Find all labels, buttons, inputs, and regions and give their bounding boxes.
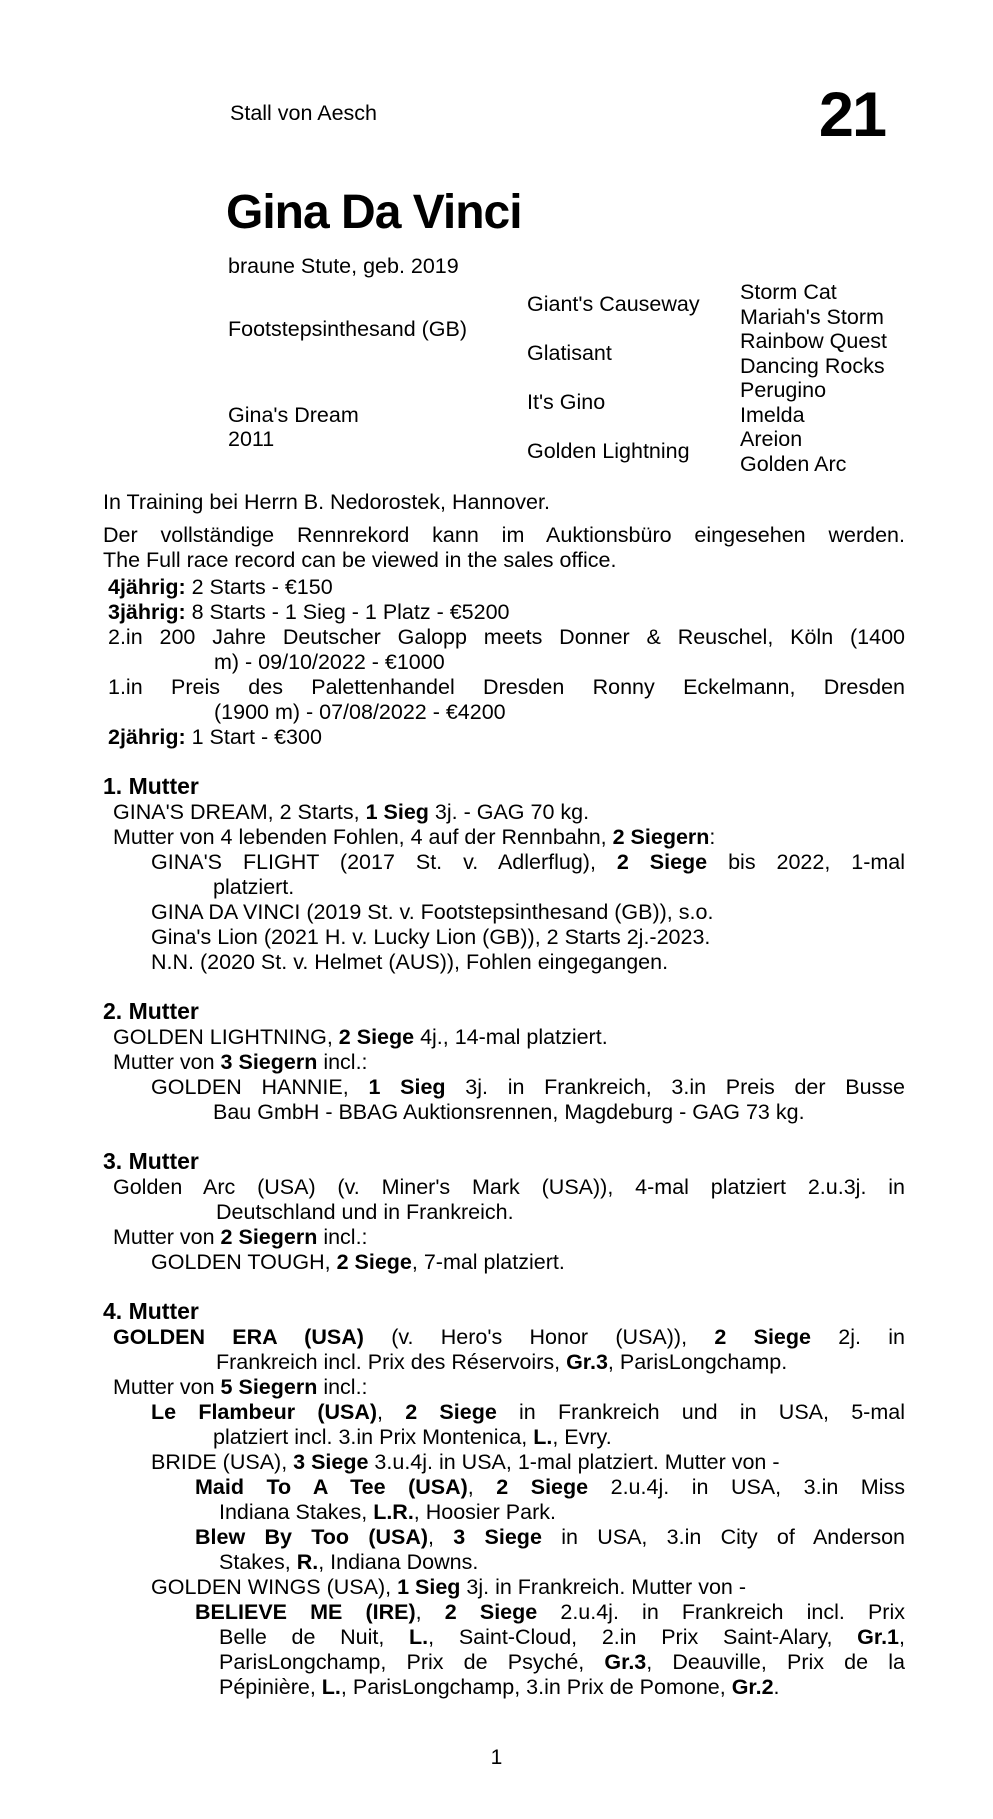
text-run: GOLDEN TOUGH,	[151, 1250, 337, 1274]
text-run: :	[709, 825, 716, 849]
bold-text-run: 2 Siegern	[612, 825, 710, 849]
text-run: Der vollständige Rennrekord kann im Auktionsbüro eingesehen werden.	[103, 523, 905, 547]
text-line	[103, 523, 905, 548]
pedigree-dam-name: Gina's Dream	[228, 402, 359, 427]
bold-text-run: 2 Siege	[714, 1325, 811, 1349]
text-run: Frankreich incl. Prix des Réservoirs,	[216, 1350, 567, 1374]
training-note: In Training bei Herrn B. Nedorostek, Hannover.	[103, 490, 550, 514]
pedigree-table	[228, 280, 887, 476]
text-run: 3j. in Frankreich. Mutter von -	[460, 1575, 746, 1599]
text-line	[103, 800, 905, 825]
race-record	[103, 575, 905, 750]
text-line	[103, 850, 905, 875]
bold-text-run: 2 Siegern	[220, 1225, 318, 1249]
bold-text-run: Maid To A Tee (USA)	[195, 1475, 468, 1499]
text-run: , Evry.	[552, 1425, 612, 1449]
section-lines	[103, 1325, 905, 1700]
text-run: Pépinière,	[219, 1675, 322, 1699]
text-line	[103, 1050, 905, 1075]
pedigree-grandparent	[527, 378, 740, 427]
text-run: incl.:	[317, 1050, 368, 1074]
bold-text-run: L.	[409, 1625, 429, 1649]
text-run: 2.u.4j. in Frankreich incl. Prix	[537, 1600, 905, 1624]
page-number: 1	[490, 1746, 503, 1769]
text-run: , 7-mal platziert.	[411, 1250, 565, 1274]
text-run: Golden Arc (USA) (v. Miner's Mark (USA)), 4-mal platziert 2.u.3j. in	[113, 1175, 905, 1199]
text-run: GINA'S DREAM, 2 Starts,	[113, 800, 366, 824]
section-heading: 1. Mutter	[103, 773, 199, 799]
pedigree-sire-name: Footstepsinthesand (GB)	[228, 316, 468, 341]
text-run: ,	[899, 1625, 905, 1649]
text-line	[103, 1225, 905, 1250]
text-run: bis 2022, 1-mal	[707, 850, 906, 874]
bold-text-run: 4jährig:	[108, 575, 186, 599]
pedigree-grandparent	[527, 280, 740, 329]
text-line	[103, 1500, 905, 1525]
text-run: Gina's Lion (2021 H. v. Lucky Lion (GB)), 2 Starts 2j.-2023.	[151, 925, 711, 949]
text-run: ParisLongchamp, Prix de Psyché,	[219, 1650, 605, 1674]
pedigree-grandparent-name: Glatisant	[527, 341, 612, 365]
text-run: GINA DA VINCI (2019 St. v. Footstepsinthesand (GB)), s.o.	[151, 900, 714, 924]
text-line	[103, 1525, 905, 1550]
consignor-name: Stall von Aesch	[230, 101, 378, 125]
text-run: Belle de Nuit,	[219, 1625, 410, 1649]
text-line	[103, 1625, 905, 1650]
section-lines	[103, 1025, 905, 1125]
text-run: Deutschland und in Frankreich.	[216, 1200, 514, 1224]
text-line	[103, 1175, 905, 1200]
text-line	[103, 950, 905, 975]
horse-description: braune Stute, geb. 2019	[228, 254, 459, 278]
pedigree-great-grandparent: Imelda	[740, 402, 805, 427]
text-line	[103, 1025, 905, 1050]
text-run: 2 Starts - €150	[185, 575, 333, 599]
text-run: .	[773, 1675, 780, 1699]
text-run: Stakes,	[219, 1550, 297, 1574]
bold-text-run: 2 Siege	[496, 1475, 589, 1499]
pedigree-great-grandparent: Dancing Rocks	[740, 353, 885, 378]
text-run: GOLDEN LIGHTNING,	[113, 1025, 339, 1049]
bold-text-run: 2 Siege	[336, 1250, 412, 1274]
record-availability-note	[103, 523, 905, 573]
text-run: Mutter von	[113, 1050, 221, 1074]
text-line	[103, 1600, 905, 1625]
text-run: The Full race record can be viewed in the sales office.	[103, 548, 617, 572]
bold-text-run: 2jährig:	[108, 725, 186, 749]
text-line	[103, 825, 905, 850]
text-run: incl.:	[317, 1225, 368, 1249]
text-run: 2.u.4j. in USA, 3.in Miss	[588, 1475, 905, 1499]
pedigree-great-grandparent: Areion	[740, 427, 803, 451]
section-heading: 4. Mutter	[103, 1298, 199, 1324]
text-line	[103, 1475, 905, 1500]
catalog-lot-number: 21	[818, 80, 885, 150]
text-run: , Saint-Cloud, 2.in Prix Saint-Alary,	[428, 1625, 858, 1649]
text-line	[103, 1350, 905, 1375]
text-run: , Hoosier Park.	[413, 1500, 556, 1524]
bold-text-run: 1 Sieg	[365, 800, 429, 824]
text-run: in Frankreich und in USA, 5-mal	[496, 1400, 905, 1424]
text-line	[103, 548, 905, 573]
horse-name-title: Gina Da Vinci	[226, 186, 522, 239]
bold-text-run: L.	[321, 1675, 341, 1699]
pedigree-sire	[228, 280, 527, 378]
text-run: GINA'S FLIGHT (2017 St. v. Adlerflug),	[151, 850, 617, 874]
text-line	[103, 1375, 905, 1400]
bold-text-run: R.	[296, 1550, 319, 1574]
text-run: (v. Hero's Honor (USA)),	[363, 1325, 715, 1349]
bold-text-run: 3 Siege	[453, 1525, 542, 1549]
bold-text-run: 3jährig:	[108, 600, 186, 624]
text-run: 3.u.4j. in USA, 1-mal platziert. Mutter von -	[368, 1450, 780, 1474]
pedigree-grandparent-name: It's Gino	[527, 390, 606, 414]
text-run: m) - 09/10/2022 - €1000	[214, 650, 445, 674]
bold-text-run: 1 Sieg	[397, 1575, 461, 1599]
text-line	[103, 700, 905, 725]
pedigree-great-grandparent: Mariah's Storm	[740, 304, 884, 329]
text-run: , ParisLongchamp, 3.in Prix de Pomone,	[340, 1675, 732, 1699]
bold-text-run: 3 Siege	[293, 1450, 369, 1474]
pedigree-grandparent	[527, 427, 740, 476]
bold-text-run: 2 Siege	[616, 850, 708, 874]
text-run: platziert.	[213, 875, 295, 899]
text-run: ,	[377, 1400, 406, 1424]
text-line	[103, 1550, 905, 1575]
text-run: 3j. in Frankreich, 3.in Preis der Busse	[445, 1075, 906, 1099]
bold-text-run: 2 Siege	[444, 1600, 538, 1624]
text-line	[103, 1200, 905, 1225]
section-lines	[103, 1175, 905, 1275]
section-fourth-dam	[103, 1297, 905, 1700]
text-line	[103, 1675, 905, 1700]
text-run: incl.:	[317, 1375, 368, 1399]
text-run: platziert incl. 3.in Prix Montenica,	[213, 1425, 534, 1449]
text-run: N.N. (2020 St. v. Helmet (AUS)), Fohlen eingegangen.	[151, 950, 669, 974]
text-run: GOLDEN WINGS (USA),	[151, 1575, 398, 1599]
text-run: ,	[428, 1525, 454, 1549]
text-line	[103, 1400, 905, 1425]
bold-text-run: Blew By Too (USA)	[195, 1525, 429, 1549]
section-second-dam	[103, 997, 905, 1125]
pedigree-grandparent-name: Giant's Causeway	[527, 292, 700, 316]
text-run: (1900 m) - 07/08/2022 - €4200	[214, 700, 506, 724]
text-run: 2j. in	[810, 1325, 906, 1349]
catalog-body-text	[103, 490, 905, 1700]
text-run: Indiana Stakes,	[219, 1500, 374, 1524]
pedigree-dam-year: 2011	[228, 427, 275, 451]
text-line	[103, 875, 905, 900]
text-line	[103, 725, 905, 750]
bold-text-run: Gr.2	[731, 1675, 774, 1699]
bold-text-run: 2 Siege	[338, 1025, 415, 1049]
text-line	[103, 1100, 905, 1125]
pedigree-grandparent	[527, 329, 740, 378]
text-line	[103, 1425, 905, 1450]
bold-text-run: 2 Siege	[405, 1400, 497, 1424]
pedigree-great-grandparent: Perugino	[740, 378, 827, 402]
text-line	[103, 1575, 905, 1600]
text-run: Mutter von	[113, 1375, 221, 1399]
text-run: , Deauville, Prix de la	[646, 1650, 905, 1674]
bold-text-run: Gr.1	[857, 1625, 900, 1649]
text-run: 1 Start - €300	[185, 725, 322, 749]
text-run: Bau GmbH - BBAG Auktionsrennen, Magdeburg - GAG 73 kg.	[213, 1100, 805, 1124]
text-line	[103, 650, 905, 675]
section-first-dam	[103, 772, 905, 975]
section-heading: 2. Mutter	[103, 998, 199, 1024]
text-run: , Indiana Downs.	[318, 1550, 479, 1574]
section-third-dam	[103, 1147, 905, 1275]
text-line	[103, 1250, 905, 1275]
text-run: ,	[467, 1475, 497, 1499]
pedigree-grandparent-name: Golden Lightning	[527, 439, 690, 463]
text-line	[103, 575, 905, 600]
text-run: , ParisLongchamp.	[607, 1350, 788, 1374]
bold-text-run: 5 Siegern	[220, 1375, 318, 1399]
text-run: Mutter von 4 lebenden Fohlen, 4 auf der Rennbahn,	[113, 825, 613, 849]
bold-text-run: BELIEVE ME (IRE)	[195, 1600, 416, 1624]
section-heading: 3. Mutter	[103, 1148, 199, 1174]
text-line	[103, 1450, 905, 1475]
text-line	[103, 1075, 905, 1100]
pedigree-great-grandparent: Storm Cat	[740, 280, 837, 304]
bold-text-run: L.R.	[373, 1500, 414, 1524]
text-line	[103, 1325, 905, 1350]
pedigree-dam	[228, 378, 527, 476]
text-run: 4j., 14-mal platziert.	[414, 1025, 608, 1049]
text-run: in USA, 3.in City of Anderson	[541, 1525, 905, 1549]
text-run: ,	[415, 1600, 445, 1624]
text-run: 2.in 200 Jahre Deutscher Galopp meets Donner & Reuschel, Köln (1400	[108, 625, 905, 649]
bold-text-run: Gr.3	[566, 1350, 608, 1374]
text-run: GOLDEN HANNIE,	[151, 1075, 369, 1099]
bold-text-run: L.	[533, 1425, 553, 1449]
text-run: 1.in Preis des Palettenhandel Dresden Ronny Eckelmann, Dresden	[108, 675, 905, 699]
section-lines	[103, 800, 905, 975]
text-line	[103, 600, 905, 625]
text-run: Mutter von	[113, 1225, 221, 1249]
text-run: 3j. - GAG 70 kg.	[428, 800, 590, 824]
bold-text-run: 3 Siegern	[220, 1050, 318, 1074]
bold-text-run: Le Flambeur (USA)	[151, 1400, 378, 1424]
pedigree-great-grandparent: Golden Arc	[740, 451, 847, 476]
pedigree-great-grandparent: Rainbow Quest	[740, 329, 887, 353]
text-run: BRIDE (USA),	[151, 1450, 294, 1474]
text-line	[103, 625, 905, 650]
text-line	[103, 925, 905, 950]
bold-text-run: GOLDEN ERA (USA)	[113, 1325, 364, 1349]
text-line	[103, 900, 905, 925]
text-run: 8 Starts - 1 Sieg - 1 Platz - €5200	[185, 600, 510, 624]
bold-text-run: Gr.3	[604, 1650, 647, 1674]
text-line	[103, 1650, 905, 1675]
text-line	[103, 675, 905, 700]
bold-text-run: 1 Sieg	[368, 1075, 446, 1099]
